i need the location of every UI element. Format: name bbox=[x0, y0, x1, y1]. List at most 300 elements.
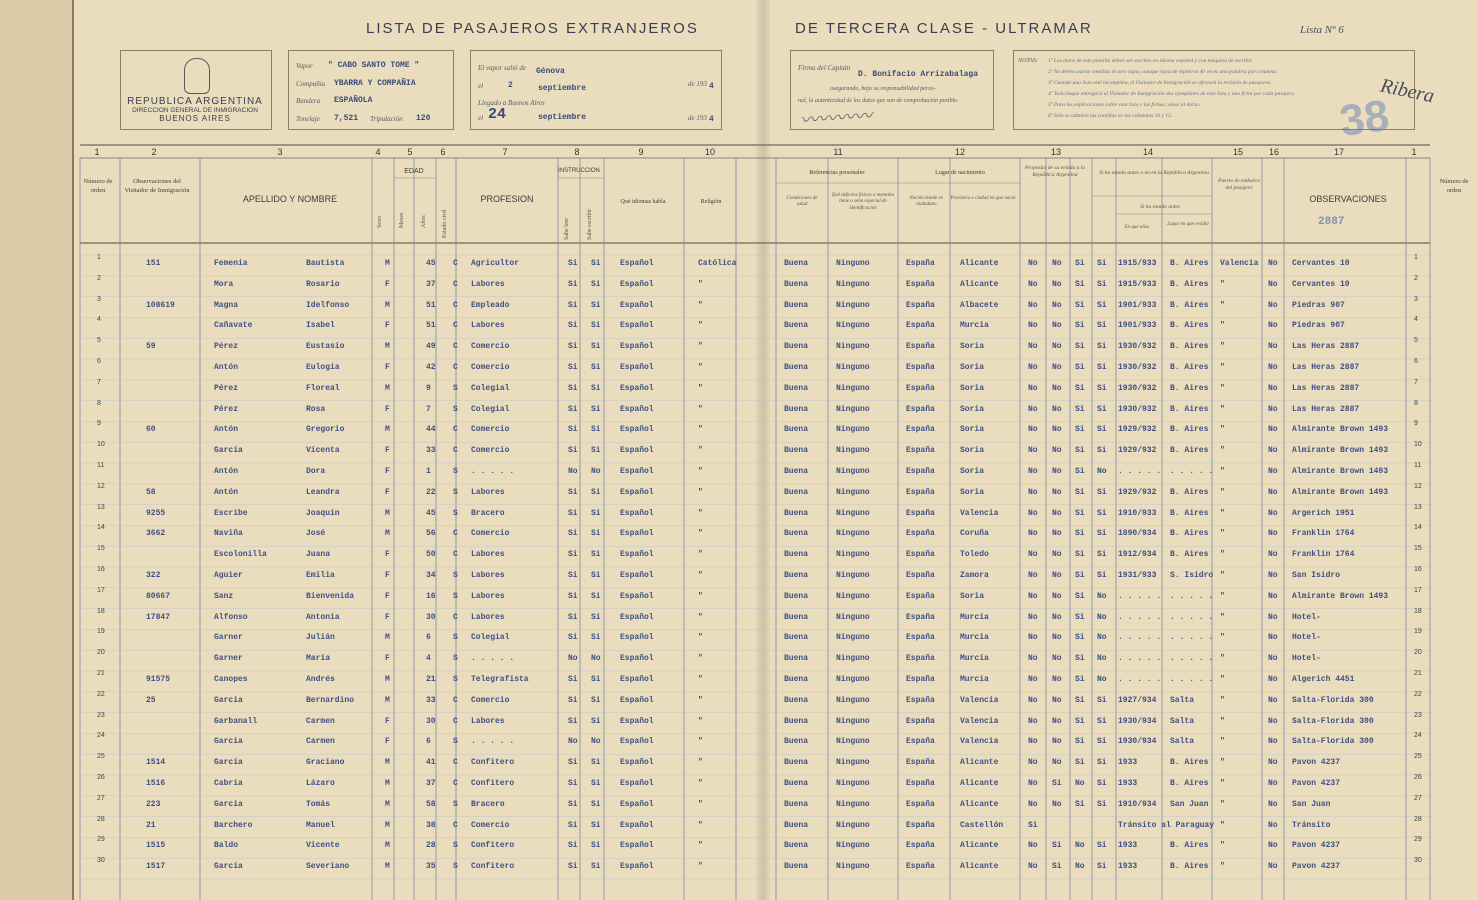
argentine-seal-icon bbox=[184, 58, 210, 94]
row-cell-ap: Antón bbox=[214, 363, 239, 372]
row-cell-ap: Garcia bbox=[214, 862, 243, 872]
row-cell-ap: Antón bbox=[214, 425, 239, 435]
row-cell-ap: Alfonso bbox=[214, 612, 248, 622]
row-cell-cond: Buena bbox=[784, 467, 809, 476]
row-cell-sl: Si bbox=[568, 300, 578, 310]
row-cell-sx: M bbox=[385, 633, 390, 643]
row-cell-rn: 8 bbox=[1414, 399, 1418, 407]
row-cell-rn: 14 bbox=[1414, 524, 1422, 532]
row-cell-prov: Coruña bbox=[960, 529, 989, 539]
row-cell-prof: Colegial bbox=[471, 633, 510, 643]
column-number: 1 bbox=[94, 147, 100, 157]
row-cell-ap: Cañavate bbox=[214, 321, 253, 331]
row-cell-p2: No bbox=[1052, 799, 1062, 809]
row-cell-se: Si bbox=[591, 695, 601, 705]
row-cell-sl: Si bbox=[568, 550, 578, 560]
row-cell-id: Español bbox=[620, 862, 654, 872]
row-cell-p1: No bbox=[1028, 695, 1038, 705]
row-cell-sl: No bbox=[568, 467, 578, 476]
row-cell-sl: Si bbox=[568, 529, 578, 539]
row-cell-ap: Naviña bbox=[214, 529, 243, 539]
row-cell-prof: Comercio bbox=[471, 529, 510, 539]
header-lugar-nacimiento: Lugar de nacimiento bbox=[935, 170, 985, 176]
row-cell-sl: Si bbox=[568, 321, 578, 331]
row-cell-def: Ninguno bbox=[836, 321, 870, 331]
row-cell-nac: España bbox=[906, 383, 935, 393]
row-cell-p3: Si bbox=[1075, 799, 1085, 809]
row-cell-ec: C bbox=[453, 300, 458, 310]
header-anios: Años bbox=[421, 215, 427, 228]
row-cell-pto: " bbox=[1220, 571, 1225, 580]
row-cell-prov: Castellón bbox=[960, 820, 1004, 830]
row-cell-ec: S bbox=[453, 799, 458, 809]
row-cell-nom: Tomás bbox=[306, 799, 331, 809]
row-cell-n: 13 bbox=[97, 503, 105, 511]
header-sabe-escribir: Sabe escribir bbox=[587, 208, 593, 240]
row-cell-n: 28 bbox=[97, 815, 105, 823]
row-cell-p3: Si bbox=[1075, 279, 1085, 289]
row-cell-n: 7 bbox=[97, 378, 101, 386]
row-cell-anos: 1930/934 bbox=[1118, 716, 1157, 726]
row-cell-sx: F bbox=[385, 591, 390, 601]
row-cell-n: 20 bbox=[97, 649, 105, 657]
row-cell-prof: Confitero bbox=[471, 779, 515, 788]
row-cell-def: Ninguno bbox=[836, 716, 870, 726]
row-cell-p3: Si bbox=[1075, 758, 1085, 768]
compania-value: YBARRA Y COMPAÑIA bbox=[334, 79, 416, 88]
row-cell-p4: Si bbox=[1097, 446, 1107, 456]
row-cell-sx: F bbox=[385, 446, 390, 456]
row-cell-ec: C bbox=[453, 259, 458, 268]
row-cell-p4: Si bbox=[1097, 716, 1107, 726]
column-number: 16 bbox=[1268, 147, 1279, 157]
row-cell-rel: " bbox=[698, 321, 703, 331]
header-instruccion: INSTRUCCION bbox=[558, 168, 600, 174]
row-cell-anos: 1933 bbox=[1118, 862, 1138, 872]
row-cell-rel: " bbox=[698, 591, 703, 601]
row-cell-rn: 28 bbox=[1414, 815, 1422, 823]
row-cell-prof: Empleado bbox=[471, 300, 510, 310]
row-cell-sx: F bbox=[385, 571, 390, 580]
row-cell-nom: Bienvenida bbox=[306, 591, 355, 601]
row-cell-ec: C bbox=[453, 446, 458, 456]
row-cell-obs17: Las Heras 2887 bbox=[1292, 383, 1360, 393]
row-cell-pto: " bbox=[1220, 446, 1225, 456]
header-en-que-anos: En qué años bbox=[1124, 225, 1150, 230]
row-cell-sx: F bbox=[385, 716, 390, 726]
row-cell-nom: Graciano bbox=[306, 758, 345, 768]
row-cell-p3: Si bbox=[1075, 383, 1085, 393]
row-cell-n: 8 bbox=[97, 399, 101, 407]
row-cell-prov: Soria bbox=[960, 342, 985, 352]
captain-line1: asegurando, bajo su responsabilidad perso- bbox=[830, 86, 936, 92]
row-cell-cond: Buena bbox=[784, 841, 809, 851]
row-cell-sl: Si bbox=[568, 342, 578, 352]
captain-name: D. Bonifacio Arrizabalaga bbox=[858, 70, 979, 79]
row-cell-anos: 1901/933 bbox=[1118, 321, 1157, 331]
row-cell-p3: Si bbox=[1075, 550, 1085, 560]
row-cell-p4: No bbox=[1097, 654, 1107, 664]
row-cell-ap: Mora bbox=[214, 279, 234, 289]
row-cell-anos: 1930/932 bbox=[1118, 404, 1157, 414]
row-cell-se: Si bbox=[591, 571, 601, 580]
row-cell-nom: Antonia bbox=[306, 612, 340, 622]
row-cell-pto: " bbox=[1220, 508, 1225, 518]
row-cell-lug: B. Aires bbox=[1170, 425, 1209, 435]
row-cell-p2: No bbox=[1052, 612, 1062, 622]
row-cell-nom: Lázaro bbox=[306, 779, 335, 788]
row-cell-p3: Si bbox=[1075, 529, 1085, 539]
row-cell-ap: Antón bbox=[214, 487, 239, 497]
row-cell-nom: Eustasio bbox=[306, 342, 345, 352]
row-cell-c16: No bbox=[1268, 300, 1278, 310]
row-cell-lug: . . . . . bbox=[1170, 633, 1214, 643]
row-cell-rel: " bbox=[698, 529, 703, 539]
row-cell-p1: No bbox=[1028, 612, 1038, 622]
row-cell-prof: Labores bbox=[471, 321, 505, 331]
row-cell-p3: No bbox=[1075, 779, 1085, 788]
row-cell-ed: 34 bbox=[426, 571, 436, 580]
row-cell-ed: 50 bbox=[426, 550, 436, 560]
row-cell-prov: Soria bbox=[960, 487, 985, 497]
column-number: 2 bbox=[151, 147, 157, 157]
row-cell-p1: No bbox=[1028, 550, 1038, 560]
row-cell-lug: B. Aires bbox=[1170, 529, 1209, 539]
row-cell-rel: " bbox=[698, 550, 703, 560]
row-cell-nom: Dora bbox=[306, 467, 326, 476]
row-cell-c16: No bbox=[1268, 612, 1278, 622]
row-cell-prof: Comercio bbox=[471, 695, 510, 705]
row-cell-se: Si bbox=[591, 862, 601, 872]
row-cell-lug: Salta bbox=[1170, 695, 1195, 705]
row-cell-ec: S bbox=[453, 487, 458, 497]
row-cell-ed: 49 bbox=[426, 342, 436, 352]
row-cell-c16: No bbox=[1268, 383, 1278, 393]
row-cell-lug: B. Aires bbox=[1170, 862, 1209, 872]
row-cell-def: Ninguno bbox=[836, 550, 870, 560]
row-cell-id: Español bbox=[620, 259, 654, 268]
row-cell-id: Español bbox=[620, 508, 654, 518]
row-cell-p4: Si bbox=[1097, 799, 1107, 809]
row-cell-p4: No bbox=[1097, 633, 1107, 643]
row-cell-p4: Si bbox=[1097, 862, 1107, 872]
row-cell-sl: Si bbox=[568, 820, 578, 830]
column-number: 1 bbox=[1411, 147, 1417, 157]
column-number: 8 bbox=[574, 147, 580, 157]
row-cell-n: 22 bbox=[97, 690, 105, 698]
row-cell-lug: B. Aires bbox=[1170, 279, 1209, 289]
row-cell-nom: Floreal bbox=[306, 383, 340, 393]
row-cell-p1: No bbox=[1028, 529, 1038, 539]
row-cell-cond: Buena bbox=[784, 758, 809, 768]
row-cell-rel: Católica bbox=[698, 259, 737, 268]
bandera-label: Bandera bbox=[296, 97, 321, 105]
row-cell-c16: No bbox=[1268, 425, 1278, 435]
row-cell-anos: 1933 bbox=[1118, 841, 1138, 851]
row-cell-nom: Gregorio bbox=[306, 425, 345, 435]
row-cell-se: Si bbox=[591, 675, 601, 684]
row-cell-nom: Carmen bbox=[306, 737, 335, 747]
row-cell-obs17: Piedras 907 bbox=[1292, 321, 1345, 331]
row-cell-obs: 223 bbox=[146, 799, 161, 809]
row-cell-sl: Si bbox=[568, 508, 578, 518]
row-cell-sl: No bbox=[568, 654, 578, 664]
row-cell-prov: Soria bbox=[960, 363, 985, 372]
row-cell-rel: " bbox=[698, 383, 703, 393]
row-cell-id: Español bbox=[620, 425, 654, 435]
row-cell-rel: " bbox=[698, 446, 703, 456]
salio-label: El vapor salió de bbox=[478, 64, 527, 72]
row-cell-p4: Si bbox=[1097, 487, 1107, 497]
row-cell-obs17: Hotel- bbox=[1292, 654, 1321, 664]
row-cell-pto: " bbox=[1220, 279, 1225, 289]
row-cell-lug: B. Aires bbox=[1170, 321, 1209, 331]
row-cell-lug: B. Aires bbox=[1170, 758, 1209, 768]
row-cell-nom: Bernardino bbox=[306, 695, 355, 705]
row-cell-id: Español bbox=[620, 675, 654, 684]
row-cell-prov: Murcia bbox=[960, 675, 989, 684]
row-cell-obs17: Hotel- bbox=[1292, 633, 1321, 643]
row-cell-anos: 1910/933 bbox=[1118, 508, 1157, 518]
row-cell-lug: B. Aires bbox=[1170, 259, 1209, 268]
row-cell-p3: Si bbox=[1075, 363, 1085, 372]
row-cell-se: Si bbox=[591, 529, 601, 539]
row-cell-anos: 1901/933 bbox=[1118, 300, 1157, 310]
row-cell-p3: Si bbox=[1075, 467, 1085, 476]
compania-label: Compañia bbox=[296, 80, 326, 88]
row-cell-rn: 27 bbox=[1414, 794, 1422, 802]
row-cell-p3: Si bbox=[1075, 591, 1085, 601]
republic-heading: REPUBLICA ARGENTINA DIRECCION GENERAL DE INMIGRACION BUENOS AIRES bbox=[127, 96, 263, 123]
row-cell-lug: Salta bbox=[1170, 716, 1195, 726]
row-cell-rel: " bbox=[698, 695, 703, 705]
row-cell-n: 10 bbox=[97, 441, 105, 449]
row-cell-p2: No bbox=[1052, 550, 1062, 560]
row-cell-se: Si bbox=[591, 446, 601, 456]
row-cell-ed: 51 bbox=[426, 321, 436, 331]
row-cell-nac: España bbox=[906, 571, 935, 580]
row-cell-ed: 56 bbox=[426, 529, 436, 539]
row-cell-cond: Buena bbox=[784, 300, 809, 310]
row-cell-n: 3 bbox=[97, 295, 101, 303]
row-cell-ed: 21 bbox=[426, 675, 436, 684]
row-cell-p1: No bbox=[1028, 779, 1038, 788]
row-cell-p3: Si bbox=[1075, 571, 1085, 580]
row-cell-ap: Cabria bbox=[214, 779, 243, 788]
row-cell-cond: Buena bbox=[784, 529, 809, 539]
row-cell-n: 27 bbox=[97, 794, 105, 802]
header-numero: Número de orden bbox=[83, 178, 113, 194]
row-cell-anos: 1890/934 bbox=[1118, 529, 1157, 539]
row-cell-c16: No bbox=[1268, 737, 1278, 747]
row-cell-sx: F bbox=[385, 487, 390, 497]
row-cell-pto: " bbox=[1220, 862, 1225, 872]
row-cell-c16: No bbox=[1268, 779, 1278, 788]
row-cell-ec: S bbox=[453, 591, 458, 601]
row-cell-id: Español bbox=[620, 467, 654, 476]
row-cell-p4: Si bbox=[1097, 383, 1107, 393]
row-cell-n: 12 bbox=[97, 482, 105, 490]
row-cell-pto: " bbox=[1220, 487, 1225, 497]
row-cell-se: Si bbox=[591, 716, 601, 726]
row-cell-prov: Murcia bbox=[960, 633, 989, 643]
row-cell-nac: España bbox=[906, 758, 935, 768]
row-cell-nom: Bautista bbox=[306, 259, 345, 268]
row-cell-ec: S bbox=[453, 467, 458, 476]
header-provincia: Provincia o ciudad en que nació bbox=[950, 196, 1016, 201]
row-cell-rn: 19 bbox=[1414, 628, 1422, 636]
row-cell-rel: " bbox=[698, 279, 703, 289]
row-cell-se: Si bbox=[591, 404, 601, 414]
row-cell-pto: " bbox=[1220, 841, 1225, 851]
row-cell-n: 2 bbox=[97, 274, 101, 282]
anio-salida: 4 bbox=[709, 82, 714, 91]
row-cell-ap: García bbox=[214, 446, 243, 456]
row-cell-nac: España bbox=[906, 279, 935, 289]
row-cell-se: Si bbox=[591, 300, 601, 310]
el-label-2: el bbox=[478, 114, 484, 122]
row-cell-cond: Buena bbox=[784, 862, 809, 872]
row-cell-p2: No bbox=[1052, 633, 1062, 643]
row-cell-p4: Si bbox=[1097, 363, 1107, 372]
row-cell-rn: 21 bbox=[1414, 670, 1422, 677]
row-cell-obs: 59 bbox=[146, 342, 156, 352]
row-cell-p1: No bbox=[1028, 425, 1038, 435]
row-cell-p4: Si bbox=[1097, 259, 1107, 268]
row-cell-nac: España bbox=[906, 487, 935, 497]
nota-4: 4º Todo buque entregará al Visitador de Inmigración dos ejemplares de esta lista y una ficha por cada pasajero. bbox=[1048, 91, 1296, 97]
row-cell-def: Ninguno bbox=[836, 695, 870, 705]
row-cell-sl: Si bbox=[568, 779, 578, 788]
row-cell-c16: No bbox=[1268, 799, 1278, 809]
row-cell-ed: 38 bbox=[426, 820, 436, 830]
row-cell-lug: B. Aires bbox=[1170, 363, 1209, 372]
row-cell-rel: " bbox=[698, 820, 703, 830]
row-cell-p2: No bbox=[1052, 383, 1062, 393]
row-cell-c16: No bbox=[1268, 758, 1278, 768]
row-cell-id: Español bbox=[620, 591, 654, 601]
row-cell-rn: 29 bbox=[1414, 836, 1422, 844]
header-idiomas: Qué idiomas habla bbox=[620, 199, 666, 205]
row-cell-p1: No bbox=[1028, 799, 1038, 809]
row-cell-p1: No bbox=[1028, 300, 1038, 310]
column-number: 12 bbox=[954, 147, 965, 157]
row-cell-p3: Si bbox=[1075, 404, 1085, 414]
row-cell-rn: 24 bbox=[1414, 732, 1422, 740]
row-cell-def: Ninguno bbox=[836, 862, 870, 872]
row-cell-ed: 45 bbox=[426, 508, 436, 518]
row-cell-id: Español bbox=[620, 321, 654, 331]
row-cell-p3: Si bbox=[1075, 633, 1085, 643]
row-cell-p2: No bbox=[1052, 529, 1062, 539]
row-cell-cond: Buena bbox=[784, 820, 809, 830]
mes-llegada: septiembre bbox=[538, 113, 587, 122]
row-cell-obs17: Piedras 907 bbox=[1292, 300, 1345, 310]
row-cell-nac: España bbox=[906, 612, 935, 622]
row-cell-c16: No bbox=[1268, 633, 1278, 643]
nota-5: 5º Para las explicaciones sobre esta lista y las fichas, véase al dorso. bbox=[1048, 102, 1201, 108]
row-cell-c16: No bbox=[1268, 591, 1278, 601]
row-cell-rn: 5 bbox=[1414, 337, 1418, 345]
row-cell-id: Español bbox=[620, 300, 654, 310]
row-cell-p2: No bbox=[1052, 300, 1062, 310]
row-cell-sl: Si bbox=[568, 446, 578, 456]
row-cell-anos: 1933 bbox=[1118, 779, 1138, 788]
row-cell-se: Si bbox=[591, 342, 601, 352]
row-cell-nom: Vicente bbox=[306, 841, 340, 851]
header-referencias: Referencias personales bbox=[809, 170, 865, 176]
row-cell-ec: C bbox=[453, 612, 458, 622]
header-condiciones: Condiciones de salud bbox=[786, 196, 818, 208]
row-cell-sx: M bbox=[385, 675, 390, 684]
row-cell-sl: No bbox=[568, 737, 578, 747]
row-cell-p4: Si bbox=[1097, 279, 1107, 289]
row-cell-n: 15 bbox=[97, 545, 105, 553]
row-cell-anos: . . . . . bbox=[1118, 467, 1162, 476]
row-cell-anos: . . . . . bbox=[1118, 591, 1162, 601]
header-numero-right: Número de orden bbox=[1439, 178, 1469, 194]
row-cell-rel: " bbox=[698, 571, 703, 580]
row-cell-c16: No bbox=[1268, 862, 1278, 872]
row-cell-ec: C bbox=[453, 342, 458, 352]
row-cell-def: Ninguno bbox=[836, 467, 870, 476]
row-cell-rn: 17 bbox=[1414, 586, 1422, 594]
row-cell-pto: " bbox=[1220, 342, 1225, 352]
row-cell-p4: No bbox=[1097, 612, 1107, 622]
row-cell-def: Ninguno bbox=[836, 779, 870, 788]
row-cell-p4: No bbox=[1097, 675, 1107, 684]
row-cell-prov: Soria bbox=[960, 404, 985, 414]
row-cell-ed: 30 bbox=[426, 612, 436, 622]
row-cell-prov: Alicante bbox=[960, 862, 999, 872]
row-cell-p2: No bbox=[1052, 716, 1062, 726]
row-cell-def: Ninguno bbox=[836, 425, 870, 435]
row-cell-nom: Rosario bbox=[306, 279, 340, 289]
row-cell-ec: S bbox=[453, 633, 458, 643]
row-cell-nac: España bbox=[906, 633, 935, 643]
row-cell-obs: 3662 bbox=[146, 529, 166, 539]
row-cell-p3: Si bbox=[1075, 259, 1085, 268]
row-cell-sx: M bbox=[385, 779, 390, 788]
row-cell-rn: 15 bbox=[1414, 545, 1422, 553]
row-cell-rn: 10 bbox=[1414, 441, 1422, 449]
row-cell-p1: Si bbox=[1028, 820, 1038, 830]
captain-line2: nal, la autenticidad de los datos que son de comprobación posible. bbox=[798, 98, 959, 104]
row-cell-p1: No bbox=[1028, 467, 1038, 476]
row-cell-def: Ninguno bbox=[836, 571, 870, 580]
row-cell-c16: No bbox=[1268, 487, 1278, 497]
row-cell-ap: Garcia bbox=[214, 737, 243, 747]
row-cell-rel: " bbox=[698, 675, 703, 684]
row-cell-prof: Bracero bbox=[471, 799, 505, 809]
row-cell-n: 16 bbox=[97, 566, 105, 573]
row-cell-id: Español bbox=[620, 404, 654, 414]
row-cell-pto: Valencia bbox=[1220, 259, 1259, 268]
el-label: el bbox=[478, 82, 484, 90]
row-cell-ed: 35 bbox=[426, 862, 436, 872]
row-cell-id: Español bbox=[620, 820, 654, 830]
row-cell-obs17: Almirante Brown 1493 bbox=[1292, 487, 1389, 497]
row-cell-p1: No bbox=[1028, 321, 1038, 331]
row-cell-nom: Juana bbox=[306, 550, 331, 560]
row-cell-rn: 2 bbox=[1414, 274, 1418, 282]
row-cell-cond: Buena bbox=[784, 612, 809, 622]
row-cell-id: Español bbox=[620, 779, 654, 788]
row-cell-anos: 1915/933 bbox=[1118, 279, 1157, 289]
row-cell-ec: C bbox=[453, 779, 458, 788]
row-cell-nac: España bbox=[906, 446, 935, 456]
row-cell-sx: F bbox=[385, 550, 390, 560]
